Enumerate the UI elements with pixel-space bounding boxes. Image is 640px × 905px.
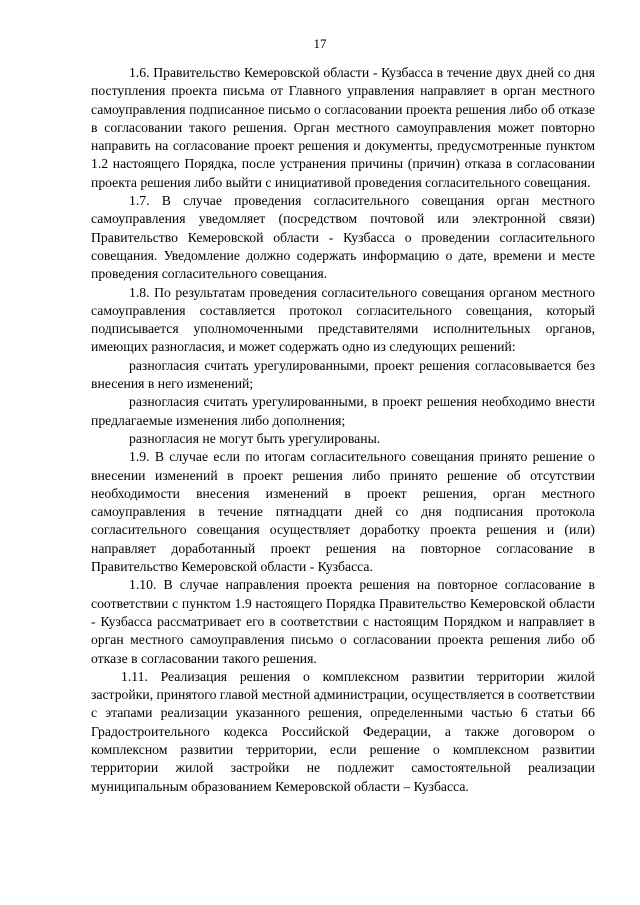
- decision-option-3: разногласия не могут быть урегулированы.: [129, 430, 381, 446]
- decision-option-2: разногласия считать урегулированными, в проект решения необходимо внести предлагаемые изменения либо дополнения;: [91, 394, 595, 428]
- decision-option-1: разногласия считать урегулированными, проект решения согласовывается без внесения в него изменений;: [91, 357, 595, 392]
- paragraph-1-10: 1.10. В случае направления проекта решения на повторное согласование в соответствии с пунктом 1.9 настоящего Порядка Правительство Кемеровской области - Кузбасса рассматривает его в соответствии с настоящим Порядком и направляет в орган местного самоуправления письмо о согласовании проекта решения либо об отказе в согласовании такого решения.: [91, 577, 595, 666]
- paragraph-1-9: 1.9. В случае если по итогам согласительного совещания принято решение о внесении изменений в проект решения либо принято решение об отсутствии необходимости внесения изменений в проект решения, орган местного самоуправления в течение пятнадцати дней со дня подписания протокола согласительного совещания осуществляет доработку проекта решения и (или) направляет доработанный проект решения на повторное согласование в Правительство Кемеровской области - Кузбасса.: [91, 449, 595, 575]
- page-number: 17: [313, 36, 327, 51]
- paragraph-1-8: 1.8. По результатам проведения согласительного совещания органом местного самоуправления составляется протокол согласительного совещания, который подписывается уполномоченными представителями исполнительных органов, имеющих разногласия, и может содержать одно из следующих решений:: [91, 284, 595, 355]
- document-body: [91, 64, 595, 796]
- paragraph-1-6: 1.6. Правительство Кемеровской области - Кузбасса в течение двух дней со дня поступления проекта письма от Главного управления направляет в орган местного самоуправления подписанное письмо о согласовании проекта решения либо об отказе в согласовании такого решения. Орган местного самоуправления может повторно направить на согласование проект решения и документы, предусмотренные пунктом 1.2 настоящего Порядка, после устранения причины (причин) отказа в согласовании проекта решения либо выйти с инициативой проведения согласительного совещания.: [91, 65, 595, 190]
- paragraph-1-7: 1.7. В случае проведения согласительного совещания орган местного самоуправления уведомляет (посредством почтовой или электронной связи) Правительство Кемеровской области - Кузбасса о проведении согласительного совещания. Уведомление должно содержать информацию о дате, времени и месте проведения согласительного совещания.: [91, 193, 595, 282]
- paragraph-1-11: 1.11. Реализация решения о комплексном развитии территории жилой застройки, принятого главой местной администрации, осуществляется в соответствии с этапами реализации указанного решения, определенными частью 6 статьи 66 Градостроительного кодекса Российской Федерации, а также договором о комплексном развитии территории, если решение о комплексном развитии территории жилой застройки не подлежит самостоятельной реализации муниципальным образованием Кемеровской области – Кузбасса.: [91, 668, 595, 794]
